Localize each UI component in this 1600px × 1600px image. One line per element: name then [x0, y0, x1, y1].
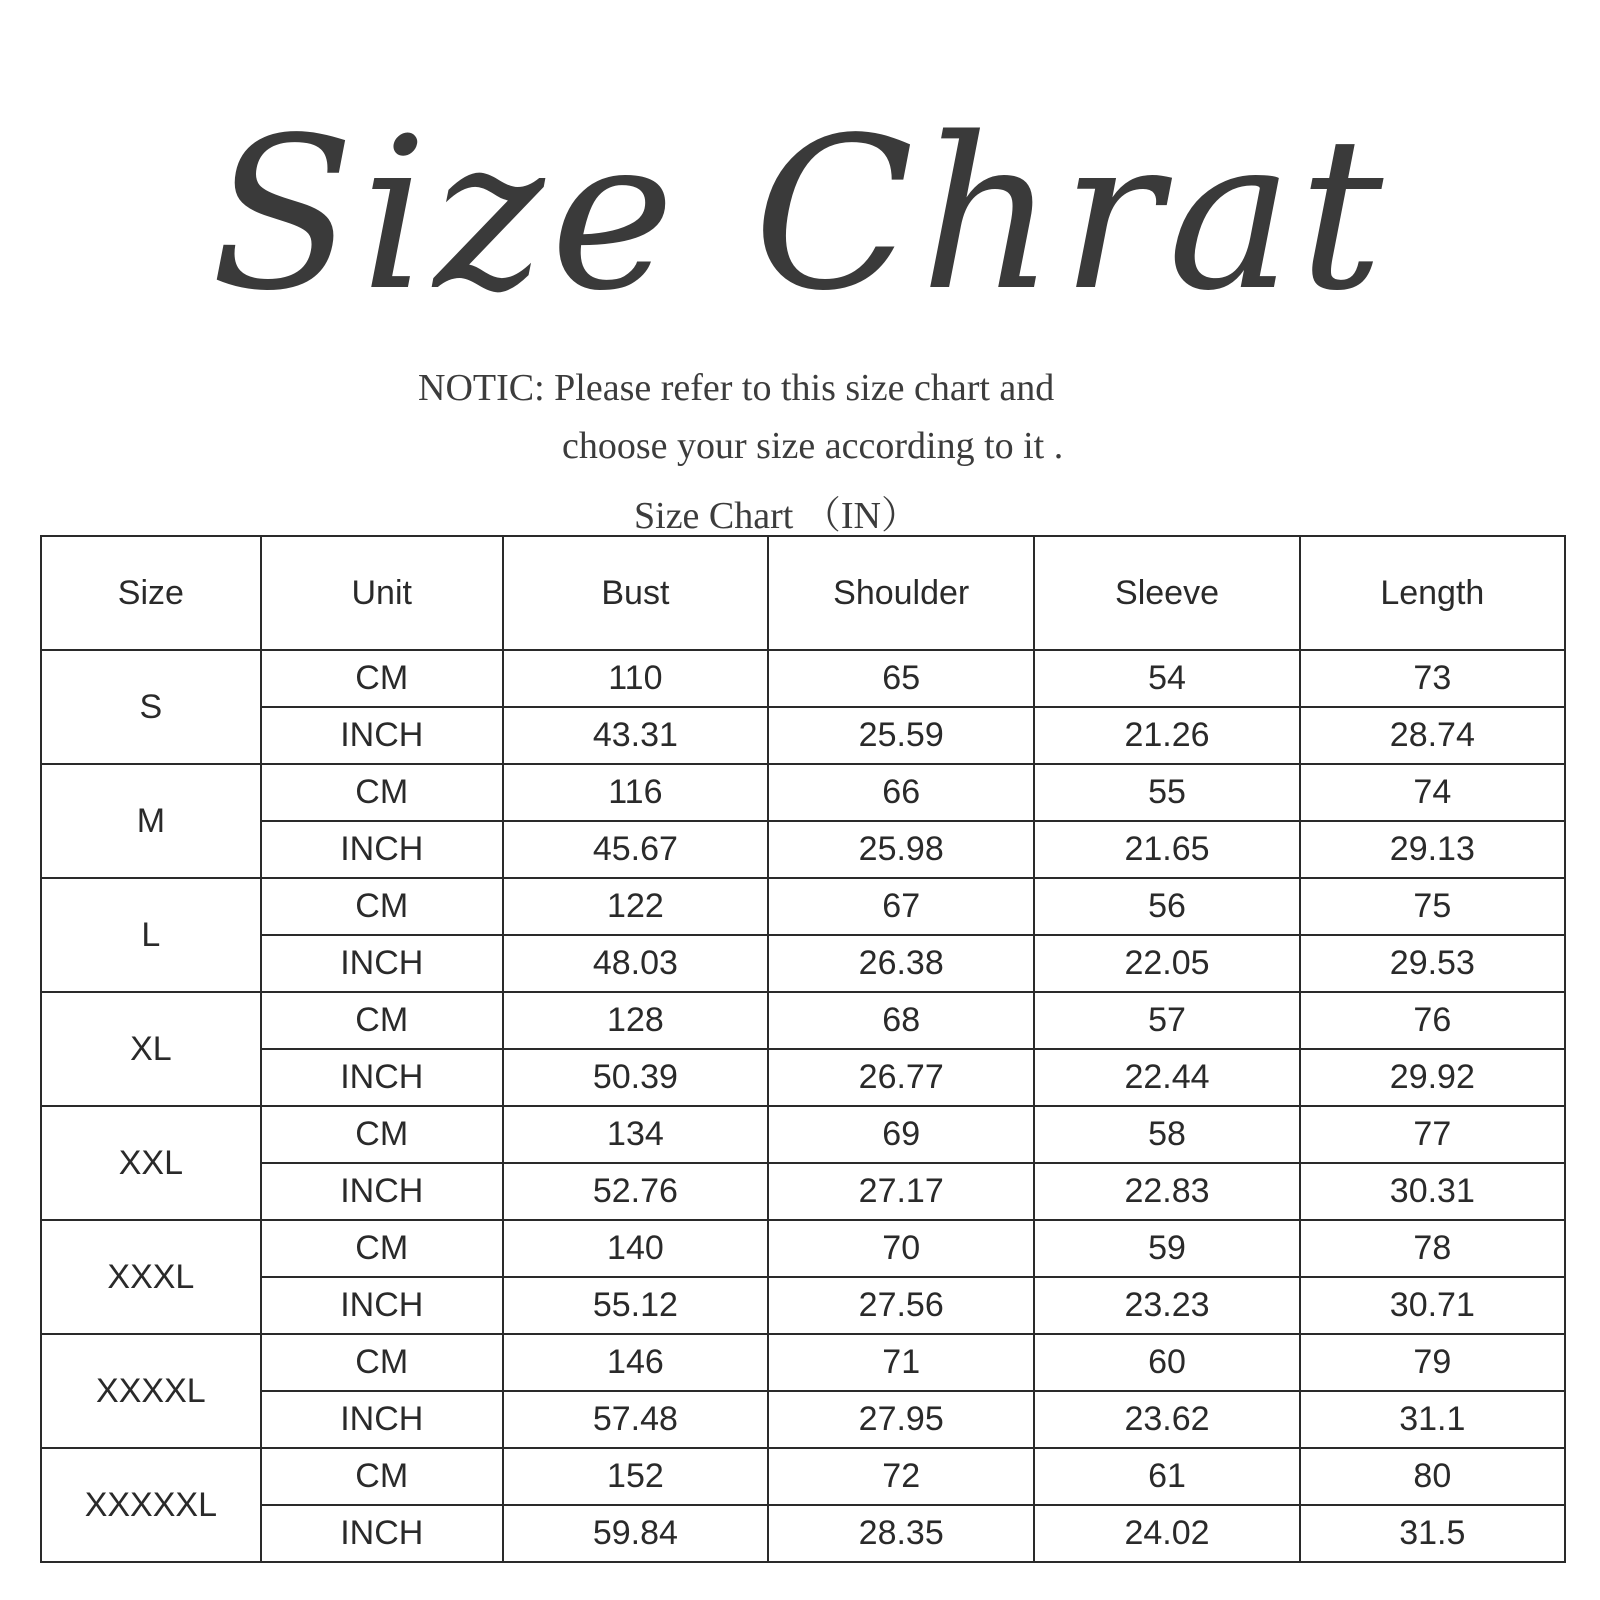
length-cell: 74 [1300, 764, 1565, 821]
length-cell: 77 [1300, 1106, 1565, 1163]
sleeve-cell: 22.83 [1034, 1163, 1299, 1220]
bust-cell: 57.48 [503, 1391, 768, 1448]
table-row [41, 650, 1565, 707]
table-row [41, 1505, 1565, 1562]
size-label: XXXXXL [41, 1448, 261, 1562]
length-cell: 28.74 [1300, 707, 1565, 764]
shoulder-cell: 27.17 [768, 1163, 1034, 1220]
shoulder-cell: 26.77 [768, 1049, 1034, 1106]
table-row [41, 1106, 1565, 1163]
length-cell: 76 [1300, 992, 1565, 1049]
unit-cell: CM [261, 764, 503, 821]
sleeve-cell: 22.44 [1034, 1049, 1299, 1106]
sleeve-cell: 61 [1034, 1448, 1299, 1505]
shoulder-cell: 72 [768, 1448, 1034, 1505]
shoulder-cell: 27.95 [768, 1391, 1034, 1448]
table-row [41, 1334, 1565, 1391]
length-cell: 29.92 [1300, 1049, 1565, 1106]
unit-cell: INCH [261, 707, 503, 764]
unit-cell: INCH [261, 935, 503, 992]
table-row [41, 1448, 1565, 1505]
shoulder-cell: 25.98 [768, 821, 1034, 878]
header-sleeve: Sleeve [1034, 536, 1299, 650]
shoulder-cell: 27.56 [768, 1277, 1034, 1334]
bust-cell: 52.76 [503, 1163, 768, 1220]
length-cell: 30.71 [1300, 1277, 1565, 1334]
table-row [41, 1391, 1565, 1448]
table-row [41, 1220, 1565, 1277]
notice-line-2: choose your size according to it . [562, 425, 1064, 467]
table-row [41, 707, 1565, 764]
shoulder-cell: 67 [768, 878, 1034, 935]
header-length: Length [1300, 536, 1565, 650]
sleeve-cell: 54 [1034, 650, 1299, 707]
unit-cell: CM [261, 1106, 503, 1163]
unit-cell: INCH [261, 1277, 503, 1334]
sleeve-cell: 57 [1034, 992, 1299, 1049]
sleeve-cell: 56 [1034, 878, 1299, 935]
table-row [41, 1277, 1565, 1334]
unit-cell: INCH [261, 821, 503, 878]
sleeve-cell: 22.05 [1034, 935, 1299, 992]
unit-cell: CM [261, 992, 503, 1049]
page-title: Size Chrat [210, 92, 1390, 337]
unit-cell: CM [261, 1448, 503, 1505]
sleeve-cell: 59 [1034, 1220, 1299, 1277]
sleeve-cell: 21.65 [1034, 821, 1299, 878]
unit-cell: CM [261, 878, 503, 935]
bust-cell: 128 [503, 992, 768, 1049]
shoulder-cell: 68 [768, 992, 1034, 1049]
header-shoulder: Shoulder [768, 536, 1034, 650]
size-label: L [41, 878, 261, 992]
size-label: S [41, 650, 261, 764]
bust-cell: 55.12 [503, 1277, 768, 1334]
table-row [41, 1049, 1565, 1106]
shoulder-cell: 28.35 [768, 1505, 1034, 1562]
unit-cell: CM [261, 650, 503, 707]
header-size: Size [41, 536, 261, 650]
bust-cell: 43.31 [503, 707, 768, 764]
size-label: M [41, 764, 261, 878]
length-cell: 30.31 [1300, 1163, 1565, 1220]
sleeve-cell: 58 [1034, 1106, 1299, 1163]
table-row [41, 764, 1565, 821]
shoulder-cell: 26.38 [768, 935, 1034, 992]
bust-cell: 116 [503, 764, 768, 821]
table-row [41, 878, 1565, 935]
notice-line-1: NOTIC: Please refer to this size chart and [418, 367, 1055, 409]
length-cell: 29.53 [1300, 935, 1565, 992]
table-row [41, 821, 1565, 878]
bust-cell: 140 [503, 1220, 768, 1277]
sleeve-cell: 24.02 [1034, 1505, 1299, 1562]
shoulder-cell: 71 [768, 1334, 1034, 1391]
length-cell: 31.1 [1300, 1391, 1565, 1448]
length-cell: 80 [1300, 1448, 1565, 1505]
chart-unit-caption: Size Chart （IN） [634, 495, 919, 537]
bust-cell: 110 [503, 650, 768, 707]
length-cell: 78 [1300, 1220, 1565, 1277]
sleeve-cell: 23.23 [1034, 1277, 1299, 1334]
size-table [40, 535, 1566, 1563]
bust-cell: 45.67 [503, 821, 768, 878]
length-cell: 75 [1300, 878, 1565, 935]
length-cell: 29.13 [1300, 821, 1565, 878]
size-label: XL [41, 992, 261, 1106]
unit-cell: INCH [261, 1505, 503, 1562]
bust-cell: 59.84 [503, 1505, 768, 1562]
bust-cell: 146 [503, 1334, 768, 1391]
size-label: XXXL [41, 1220, 261, 1334]
length-cell: 73 [1300, 650, 1565, 707]
unit-cell: INCH [261, 1163, 503, 1220]
bust-cell: 122 [503, 878, 768, 935]
table-header-row [41, 536, 1565, 650]
table-body [41, 650, 1565, 1562]
size-label: XXL [41, 1106, 261, 1220]
shoulder-cell: 66 [768, 764, 1034, 821]
shoulder-cell: 25.59 [768, 707, 1034, 764]
header-bust: Bust [503, 536, 768, 650]
unit-cell: CM [261, 1334, 503, 1391]
length-cell: 31.5 [1300, 1505, 1565, 1562]
length-cell: 79 [1300, 1334, 1565, 1391]
sleeve-cell: 55 [1034, 764, 1299, 821]
bust-cell: 134 [503, 1106, 768, 1163]
bust-cell: 48.03 [503, 935, 768, 992]
sleeve-cell: 21.26 [1034, 707, 1299, 764]
unit-cell: INCH [261, 1049, 503, 1106]
shoulder-cell: 70 [768, 1220, 1034, 1277]
table-row [41, 992, 1565, 1049]
size-label: XXXXL [41, 1334, 261, 1448]
sleeve-cell: 23.62 [1034, 1391, 1299, 1448]
shoulder-cell: 65 [768, 650, 1034, 707]
unit-cell: CM [261, 1220, 503, 1277]
shoulder-cell: 69 [768, 1106, 1034, 1163]
header-unit: Unit [261, 536, 503, 650]
unit-cell: INCH [261, 1391, 503, 1448]
sleeve-cell: 60 [1034, 1334, 1299, 1391]
bust-cell: 50.39 [503, 1049, 768, 1106]
table-row [41, 1163, 1565, 1220]
table-row [41, 935, 1565, 992]
bust-cell: 152 [503, 1448, 768, 1505]
